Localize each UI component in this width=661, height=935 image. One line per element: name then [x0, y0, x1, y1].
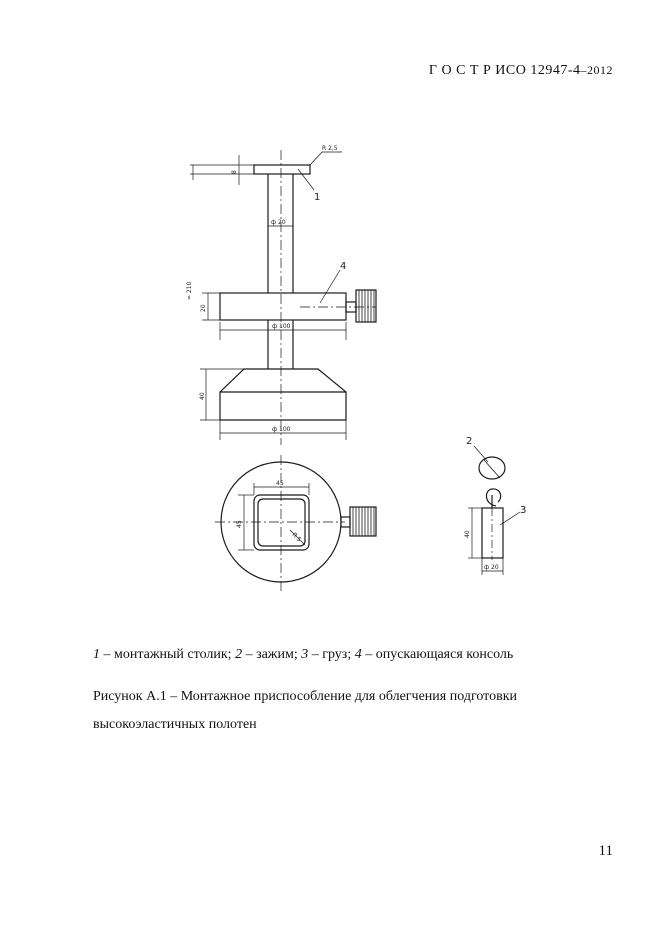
callout-1: 1	[314, 192, 321, 203]
callout-3: 3	[520, 505, 527, 516]
weight-body	[482, 508, 503, 558]
leader-2	[474, 446, 488, 462]
dim-base-diameter: ф 100	[272, 426, 291, 433]
dim-weight-height: 40	[464, 530, 471, 538]
legend-number-2: 2	[235, 647, 243, 662]
standard-year: –2012	[580, 63, 613, 77]
dim-console-thickness: 20	[200, 304, 207, 312]
leader-1	[298, 169, 314, 190]
clamp-ring	[479, 457, 505, 479]
plan-square-outer	[254, 495, 309, 550]
dim-plate-thickness: 8	[231, 170, 238, 174]
dim-base-height: 40	[199, 392, 206, 400]
dim-radius-top: R 2,5	[322, 145, 338, 152]
dim-square-width: 45	[276, 480, 284, 487]
weight-hook	[486, 489, 500, 506]
legend-text-3: – груз;	[308, 647, 355, 662]
figure-legend	[93, 647, 513, 663]
page-number: 11	[598, 843, 613, 859]
table-top-plate	[254, 165, 310, 174]
dim-corner-radius: R 5	[290, 531, 303, 544]
legend-text-4: – опускающаяся консоль	[361, 647, 514, 662]
dim-height-total: ≈ 210	[186, 281, 193, 300]
standard-code: Г О С Т Р ИСО 12947-4	[428, 63, 581, 78]
dim-console-diameter: ф 100	[272, 323, 291, 330]
legend-text-2: – зажим;	[242, 647, 302, 662]
callout-2: 2	[466, 436, 473, 447]
legend-number-4: 4	[354, 647, 362, 662]
legend-number-1: 1	[93, 647, 100, 662]
leader-4	[320, 270, 340, 303]
table-base	[220, 369, 346, 420]
dim-weight-diameter: ф 20	[484, 564, 499, 571]
dim-rod-diameter: ф 20	[271, 219, 286, 226]
dim-square-height: 45	[236, 520, 243, 528]
legend-text-1: – монтажный столик;	[100, 647, 236, 662]
callout-4: 4	[340, 261, 347, 272]
legend-number-3: 3	[301, 647, 309, 662]
console-block	[220, 293, 346, 320]
figure-caption: Рисунок А.1 – Монтажное приспособление для облегчения подготовки высокоэластичных полотен	[93, 689, 517, 732]
plan-knob	[350, 507, 376, 536]
